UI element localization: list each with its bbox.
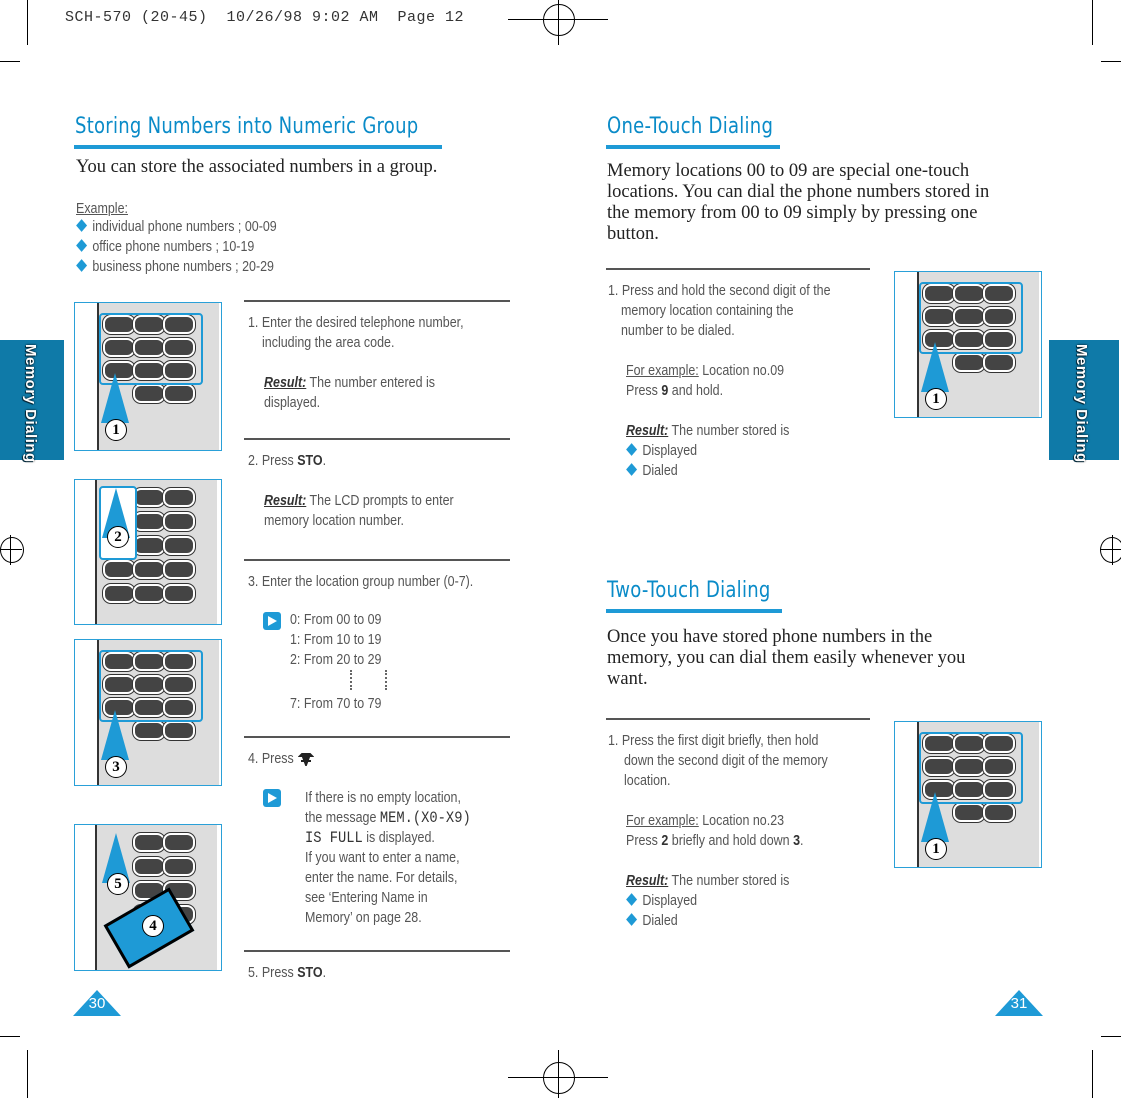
crop-mark	[27, 0, 28, 45]
example-item: individual phone numbers ; 00-09	[76, 217, 277, 237]
intro-text: Memory locations 00 to 09 are special one-touch	[607, 161, 970, 181]
step-1-text: 1. Press and hold the second digit of the	[608, 283, 831, 299]
phone-keypad-illustration	[894, 721, 1042, 868]
crop-mark	[1101, 61, 1121, 62]
page-number: 30	[88, 995, 106, 1012]
step-2-result: Result: The LCD prompts to enter	[264, 493, 454, 509]
step-1-text: down the second digit of the memory	[624, 753, 828, 769]
step-4-note: If there is no empty location,	[305, 790, 461, 806]
step-1-text: location.	[624, 773, 671, 789]
intro-text: button.	[607, 224, 659, 244]
section-title: One-Touch Dialing	[607, 114, 774, 139]
intro-text: Once you have stored phone numbers in the	[607, 627, 933, 647]
bullet-diamond-icon	[76, 219, 87, 232]
intro-text: memory, you can dial them easily whenever you	[607, 648, 966, 668]
registration-mark	[543, 1062, 575, 1094]
print-slug: SCH-570 (20-45) 10/26/98 9:02 AM Page 12	[65, 9, 465, 26]
result-item: Dialed	[626, 461, 678, 481]
step-1-text: 1. Press the first digit briefly, then hold	[608, 733, 819, 749]
crop-mark	[0, 1036, 20, 1037]
step-1-result: Result: The number entered is	[264, 375, 435, 391]
callout-number: 5	[107, 873, 129, 895]
example-item: office phone numbers ; 10-19	[76, 237, 254, 257]
section-title: Two-Touch Dialing	[607, 578, 771, 603]
crop-mark	[1092, 0, 1093, 45]
step-divider	[606, 718, 870, 720]
step-2-text: 2. Press STO.	[248, 453, 327, 469]
step-2-result: memory location number.	[264, 513, 405, 529]
callout-number: 1	[925, 388, 947, 410]
title-underline	[74, 145, 442, 149]
step-divider	[244, 559, 510, 561]
result-item: Dialed	[626, 911, 678, 931]
callout-number: 3	[105, 756, 127, 778]
phone-keypad-illustration	[74, 824, 222, 971]
group-range: 0: From 00 to 09	[290, 612, 382, 628]
result-text: Result: The number stored is	[626, 873, 790, 889]
step-4-note: the message MEM.(X0-X9)	[305, 809, 471, 827]
step-divider	[606, 268, 870, 270]
intro-text: locations. You can dial the phone numbers stored in	[607, 182, 990, 202]
press-instruction: Press 9 and hold.	[626, 383, 724, 399]
example-text: For example: Location no.23	[626, 813, 785, 829]
group-range: 1: From 10 to 19	[290, 632, 382, 648]
crop-mark	[1101, 1036, 1121, 1037]
step-1-text: memory location containing the	[621, 303, 794, 319]
registration-mark	[0, 537, 24, 563]
step-divider	[244, 300, 510, 302]
arrow-icon	[263, 612, 281, 630]
bullet-diamond-icon	[76, 259, 87, 272]
callout-number: 1	[925, 838, 947, 860]
step-4-text: 4. Press	[248, 751, 294, 767]
step-divider	[244, 438, 510, 440]
bullet-diamond-icon	[626, 443, 637, 456]
step-4-note: IS FULL is displayed.	[305, 829, 435, 847]
step-3-text: 3. Enter the location group number (0-7).	[248, 574, 474, 590]
crop-mark	[1092, 1050, 1093, 1098]
result-text: Result: The number stored is	[626, 423, 790, 439]
step-4-note: enter the name. For details,	[305, 870, 458, 886]
registration-mark	[543, 4, 575, 36]
example-label: Example:	[76, 201, 128, 217]
step-1-text: including the area code.	[262, 335, 395, 351]
result-item: Displayed	[626, 441, 697, 461]
group-range: 7: From 70 to 79	[290, 696, 382, 712]
page-number: 31	[1010, 995, 1028, 1012]
side-tab-label: Memory Dialing	[1073, 344, 1090, 463]
crop-mark	[27, 1050, 28, 1098]
section-title: Storing Numbers into Numeric Group	[75, 114, 419, 139]
bullet-diamond-icon	[626, 893, 637, 906]
phone-keypad-illustration	[894, 271, 1042, 418]
intro-text: the memory from 00 to 09 simply by pressing one	[607, 203, 978, 223]
step-5-text: 5. Press STO.	[248, 965, 327, 981]
group-range: 2: From 20 to 29	[290, 652, 382, 668]
step-divider	[244, 736, 510, 738]
example-text: For example: Location no.09	[626, 363, 785, 379]
crop-mark	[0, 61, 20, 62]
bullet-diamond-icon	[626, 463, 637, 476]
bullet-diamond-icon	[626, 913, 637, 926]
title-underline	[606, 145, 780, 149]
arrow-icon	[263, 789, 281, 807]
end-key-icon	[298, 752, 314, 766]
step-4-note: Memory’ on page 28.	[305, 910, 422, 926]
example-item: business phone numbers ; 20-29	[76, 257, 274, 277]
callout-number: 2	[107, 526, 129, 548]
step-1-text: 1. Enter the desired telephone number,	[248, 315, 464, 331]
phone-keypad-illustration	[74, 639, 222, 786]
callout-number: 1	[105, 419, 127, 441]
step-1-result: displayed.	[264, 395, 321, 411]
phone-keypad-illustration	[74, 479, 222, 625]
intro-text: You can store the associated numbers in a group.	[76, 157, 438, 177]
ellipsis-dots	[385, 670, 388, 690]
intro-text: want.	[607, 669, 648, 689]
title-underline	[606, 609, 782, 613]
step-4-note: see ‘Entering Name in	[305, 890, 428, 906]
side-tab-label: Memory Dialing	[22, 344, 39, 463]
step-1-text: number to be dialed.	[621, 323, 735, 339]
phone-keypad-illustration	[74, 302, 222, 451]
registration-mark	[1100, 537, 1121, 563]
callout-number: 4	[142, 915, 164, 937]
step-4-note: If you want to enter a name,	[305, 850, 460, 866]
bullet-diamond-icon	[76, 239, 87, 252]
press-instruction: Press 2 briefly and hold down 3.	[626, 833, 804, 849]
result-item: Displayed	[626, 891, 697, 911]
ellipsis-dots	[350, 670, 353, 690]
step-divider	[244, 950, 510, 952]
